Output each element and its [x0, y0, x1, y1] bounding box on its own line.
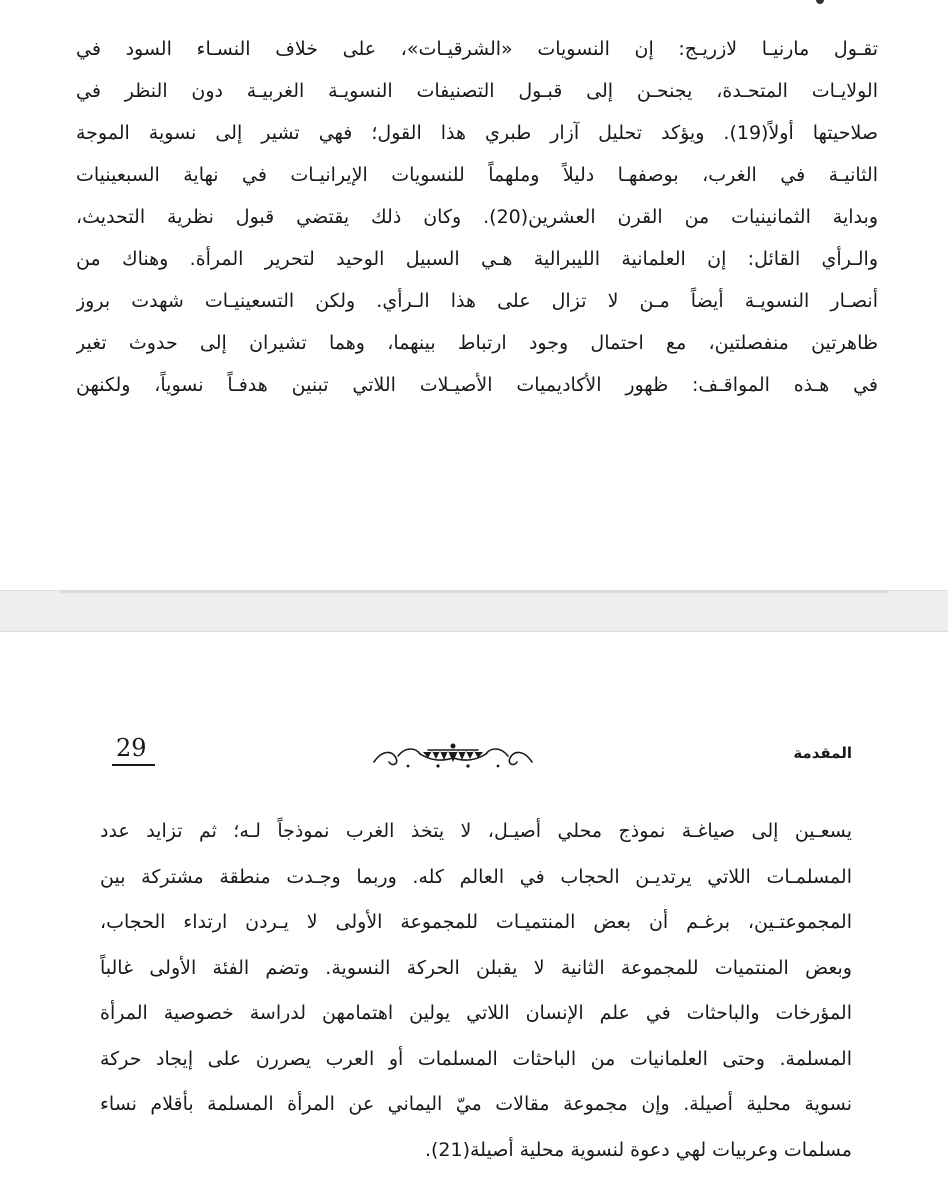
text-line: المسلمة. وحتى العلمانيات من الباحثات المسلمات أو العرب يصررن على إيجاد حركة [100, 1047, 852, 1070]
text-line: المسلمـات اللاتي يرتديـن الحجاب في العالم كله. وربما وجـدت منطقة مشتركة بين [100, 865, 852, 888]
page-top [0, 0, 948, 590]
text-line: وبعض المنتميات للمجموعة الثانية لا يقبلن الحركة النسوية. وتضم الفئة الأولى غالباً [100, 956, 852, 979]
text-line: يسعـين إلى صياغـة نموذج محلي أصيـل، لا يتخذ الغرب نموذجاً لـه؛ ثم تزايد عدد [100, 820, 852, 842]
text-line: صلاحيتها أولاً(19). ويؤكد تحليل آزار طبري هذا القول؛ فهي تشير إلى نسوية الموجة [76, 122, 878, 144]
page-number: 29 [112, 734, 155, 766]
ornament-icon [368, 736, 538, 776]
page-separator [0, 590, 948, 632]
chapter-title: المقدمة [793, 744, 852, 762]
text-line: والـرأي القائل: إن العلمانية الليبرالية هـي السبيل الوحيد لتحرير المرأة. وهناك من [76, 248, 878, 270]
text-line: المجموعتـين، برغـم أن بعض المنتميـات للمجموعة الأولى لا يـردن ارتداء الحجاب، [100, 911, 852, 933]
text-line: الثانيـة في الغرب، بوصفهـا دليلاً وملهماً للنسويات الإيرانيـات في نهاية السبعينيات [76, 164, 878, 186]
separator-line [60, 591, 888, 601]
text-line: في هـذه المواقـف: ظهور الأكاديميات الأصيـلات اللاتي تبنين هدفـاً نسوياً، ولكنهن [76, 374, 878, 396]
text-line: تقـول مارنيـا لازريـج: إن النسويات «الشرقيـات»، على خلاف النسـاء السود في [76, 38, 878, 60]
top-page-paragraph [76, 28, 878, 406]
ink-mark [816, 0, 824, 4]
page-bottom [0, 632, 948, 1200]
text-line: وبداية الثمانينيات من القرن العشرين(20). وكان ذلك يقتضي قبول نظرية التحديث، [76, 206, 878, 228]
text-line: المؤرخات والباحثات في علم الإنسان اللاتي يولين اهتمامهن لدراسة خصوصية المرأة [100, 1002, 852, 1024]
text-line: الولايـات المتحـدة، يجنحـن إلى قبـول التصنيفات النسويـة الغربيـة دون النظر في [76, 80, 878, 102]
text-line: نسوية محلية أصيلة. وإن مجموعة مقالات ميّ اليماني عن المرأة المسلمة بأقلام نساء [100, 1093, 852, 1115]
text-line: ظاهرتين منفصلتين، مع احتمال وجود ارتباط بينهما، وهما تشيران إلى حدوث تغير [76, 332, 878, 354]
text-line: أنصـار النسويـة أيضاً مـن لا تزال على هذا الـرأي. ولكن التسعينيـات شهدت بروز [76, 290, 878, 312]
page-header [100, 730, 852, 780]
text-line: مسلمات وعربيات لهي دعوة لنسوية محلية أصيلة(21). [424, 1138, 852, 1161]
bottom-page-paragraph [100, 809, 852, 1173]
